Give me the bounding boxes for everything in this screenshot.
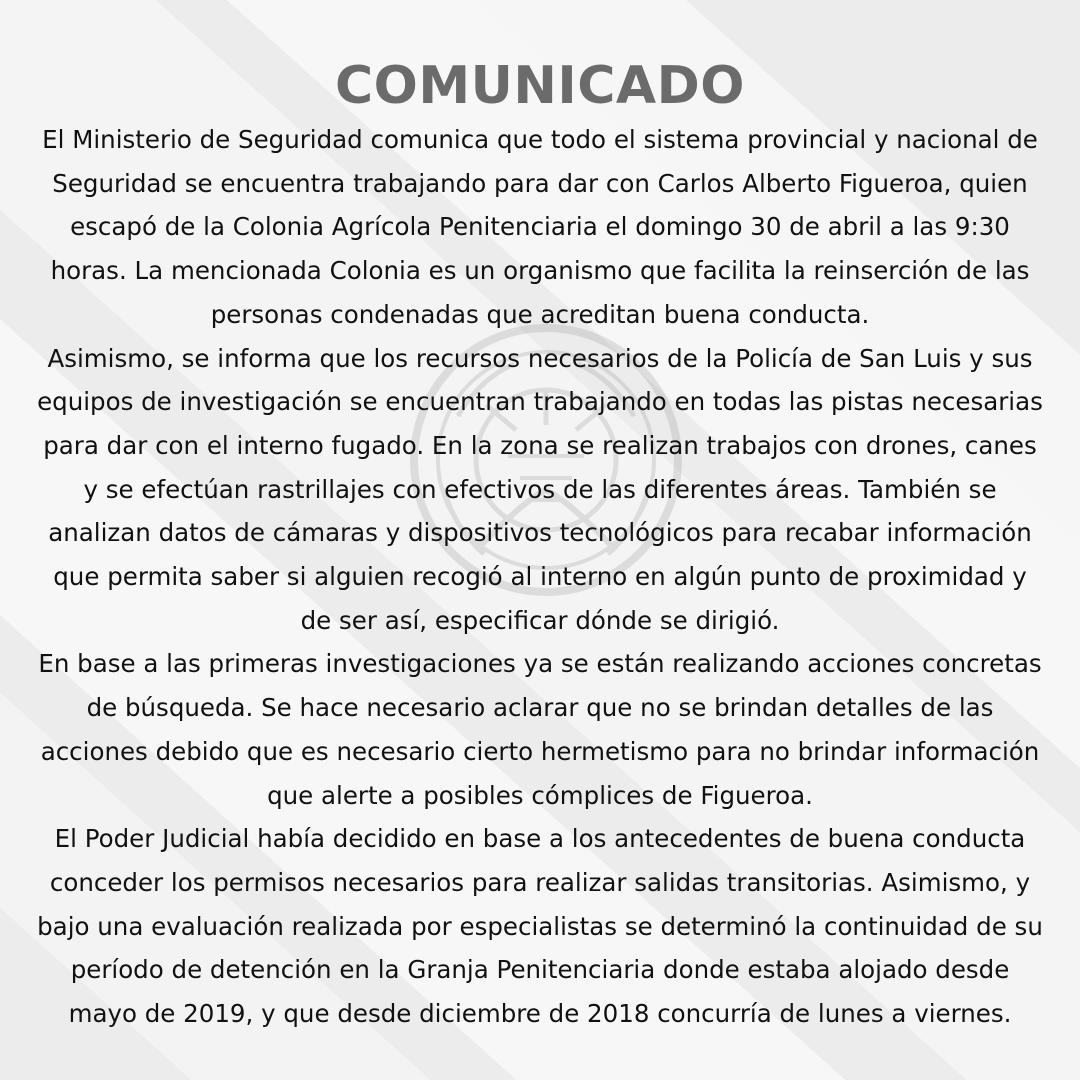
- document-title: COMUNICADO: [335, 56, 745, 116]
- paragraph-2: Asimismo, se informa que los recursos necesarios de la Policía de San Luis y sus equipos de investigación se encuentran trabajando en todas las pistas necesarias para dar con el interno fugado. En la zona se realizan trabajos con drones, canes y se efectúan rastrillajes con efectivos de las diferentes áreas. También se analizan datos de cámaras y dispositivos tecnológicos para recabar información que permita saber si alguien recogió al interno en algún punto de proximidad y de ser así, especificar dónde se dirigió.: [37, 343, 1043, 635]
- paragraph-3: En base a las primeras investigaciones ya se están realizando acciones concretas de búsqueda. Se hace necesario aclarar que no se brindan detalles de las acciones debido que es necesario cierto hermetismo para no brindar información que alerte a posibles cómplices de Figueroa.: [38, 649, 1042, 810]
- paragraph-1: El Ministerio de Seguridad comunica que todo el sistema provincial y nacional de Seguridad se encuentra trabajando para dar con Carlos Alberto Figueroa, quien escapó de la Colonia Agrícola Penitenciaria el domingo 30 de abril a las 9:30 horas. La mencionada Colonia es un organismo que facilita la reinserción de las personas condenadas que acreditan buena conducta.: [42, 125, 1038, 329]
- document-body: [35, 118, 1045, 1036]
- paragraph-4: El Poder Judicial había decidido en base a los antecedentes de buena conducta conceder los permisos necesarios para realizar salidas transitorias. Asimismo, y bajo una evaluación realizada por especialistas se determinó la continuidad de su período de detención en la Granja Penitenciaria donde estaba alojado desde mayo de 2019, y que desde diciembre de 2018 concurría de lunes a viernes.: [37, 824, 1043, 1029]
